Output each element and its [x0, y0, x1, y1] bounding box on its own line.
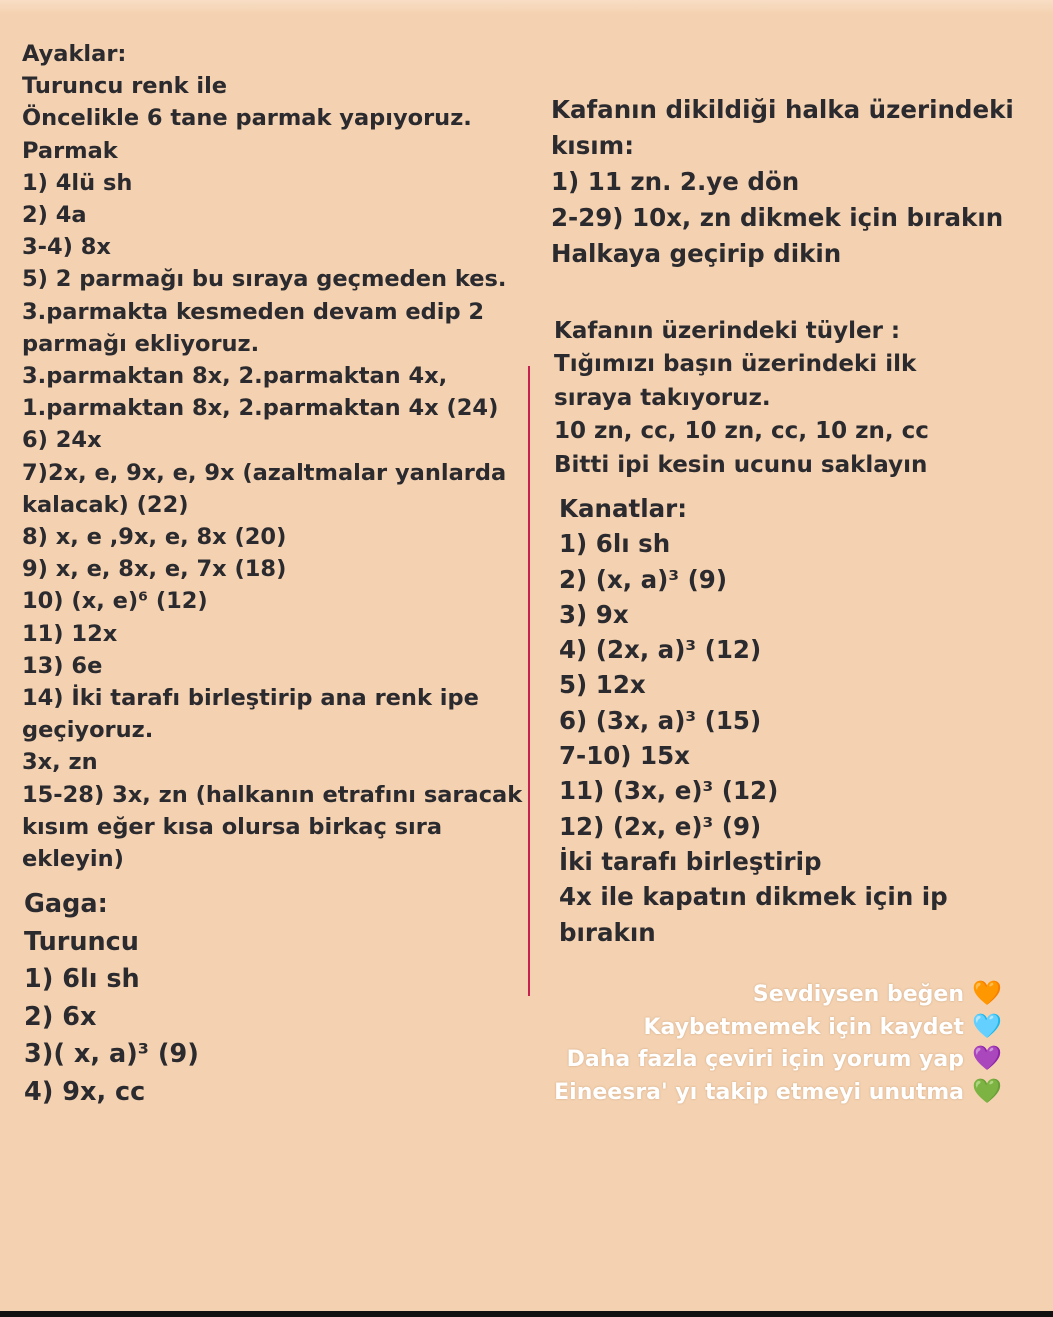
feet-line: 7)2x, e, 9x, e, 9x (azaltmalar yanlarda	[22, 459, 507, 486]
wings-line: 12) (2x, e)³ (9)	[559, 811, 762, 841]
wings-line: 2) (x, a)³ (9)	[559, 564, 728, 594]
feet-line: 2) 4a	[22, 202, 87, 229]
heart-icon: 💜	[972, 1044, 1002, 1072]
feet-line: 9) x, e, 8x, e, 7x (18)	[22, 556, 287, 583]
feet-line: 5) 2 parmağı bu sıraya geçmeden kes.	[22, 266, 507, 293]
feet-line: 8) x, e ,9x, e, 8x (20)	[22, 524, 287, 551]
wings-line: 7-10) 15x	[559, 741, 690, 771]
wings-line: bırakın	[559, 917, 656, 947]
promo-text: Kaybetmemek için kaydet	[643, 1014, 964, 1040]
beak-line: Turuncu	[24, 926, 139, 957]
beak-line: 1) 6lı sh	[24, 964, 140, 994]
feet-line: Parmak	[22, 137, 118, 164]
beak-line: Gaga:	[24, 889, 108, 919]
promo-text: Daha fazla çeviri için yorum yap	[566, 1047, 964, 1072]
feet-line: Öncelikle 6 tane parmak yapıyoruz.	[22, 105, 472, 132]
bottom-bar	[0, 1311, 1053, 1317]
feet-line: Ayaklar:	[22, 41, 127, 67]
feet-line: 14) İki tarafı birleştirip ana renk ipe	[22, 685, 479, 712]
feet-section	[22, 38, 522, 875]
feet-line: 15-28) 3x, zn (halkanın etrafını saracak	[22, 781, 523, 808]
beak-line: 2) 6x	[24, 1001, 97, 1032]
head-ring-line: 1) 11 zn. 2.ye dön	[551, 167, 800, 196]
feathers-line: sıraya takıyoruz.	[554, 384, 771, 411]
wings-line: 4x ile kapatın dikmek için ip	[559, 882, 948, 912]
head-ring-line: Halkaya geçirip dikin	[551, 239, 842, 268]
promo-text: Sevdiysen beğen	[752, 982, 964, 1007]
feet-line: 3-4) 8x	[22, 234, 111, 261]
feet-line: 13) 6e	[22, 652, 103, 679]
head-ring-line: kısım:	[551, 131, 634, 160]
promo-row	[554, 978, 1002, 1011]
heart-icon: 💚	[972, 1076, 1002, 1105]
head-ring-line: Kafanın dikildiği halka üzerindeki	[551, 95, 1014, 124]
feet-line: Turuncu renk ile	[22, 73, 228, 100]
beak-line: 3)( x, a)³ (9)	[24, 1039, 199, 1069]
feet-line: geçiyoruz.	[22, 717, 154, 744]
head-feathers-section	[554, 315, 929, 482]
promo-row	[554, 1076, 1002, 1109]
wings-line: 5) 12x	[559, 670, 646, 700]
feathers-line: 10 zn, cc, 10 zn, cc, 10 zn, cc	[554, 418, 929, 445]
wings-line: 1) 6lı sh	[559, 529, 671, 559]
feet-line: parmağı ekliyoruz.	[22, 330, 260, 357]
feet-line: 3.parmaktan 8x, 2.parmaktan 4x,	[22, 363, 448, 390]
beak-line: 4) 9x, cc	[24, 1076, 146, 1107]
heart-icon: 🩵	[972, 1011, 1002, 1040]
wings-line: 11) (3x, e)³ (12)	[559, 776, 779, 806]
feet-line: kısım eğer kısa olursa birkaç sıra	[22, 813, 443, 840]
wings-section	[559, 491, 948, 950]
wings-line: Kanatlar:	[559, 494, 688, 523]
wings-line: 6) (3x, a)³ (15)	[559, 705, 762, 735]
feet-line: 3x, zn	[22, 749, 98, 776]
feathers-line: Kafanın üzerindeki tüyler :	[554, 318, 901, 344]
head-ring-line: 2-29) 10x, zn dikmek için bırakın	[551, 203, 1004, 232]
promo-block	[554, 978, 1002, 1108]
feathers-line: Tığımızı başın üzerindeki ilk	[554, 351, 917, 378]
feet-line: 10) (x, e)⁶ (12)	[22, 588, 208, 615]
column-divider	[528, 366, 530, 996]
feet-line: kalacak) (22)	[22, 491, 189, 518]
head-ring-section	[551, 92, 1014, 272]
promo-row	[554, 1011, 1002, 1044]
wings-line: 3) 9x	[559, 599, 629, 629]
feet-line: 6) 24x	[22, 427, 102, 454]
top-edge	[0, 0, 1053, 14]
feet-line: ekleyin)	[22, 846, 124, 873]
feet-line: 11) 12x	[22, 620, 118, 647]
feet-line: 3.parmakta kesmeden devam edip 2	[22, 298, 485, 325]
feathers-line: Bitti ipi kesin ucunu saklayın	[554, 451, 928, 478]
promo-text: Eineesra' yı takip etmeyi unutma	[554, 1079, 964, 1105]
feet-line: 1.parmaktan 8x, 2.parmaktan 4x (24)	[22, 395, 499, 422]
beak-section	[24, 886, 199, 1111]
wings-line: İki tarafı birleştirip	[559, 846, 822, 876]
heart-icon: 🧡	[972, 979, 1002, 1007]
wings-line: 4) (2x, a)³ (12)	[559, 635, 762, 665]
feet-line: 1) 4lü sh	[22, 169, 133, 196]
promo-row	[554, 1043, 1002, 1076]
